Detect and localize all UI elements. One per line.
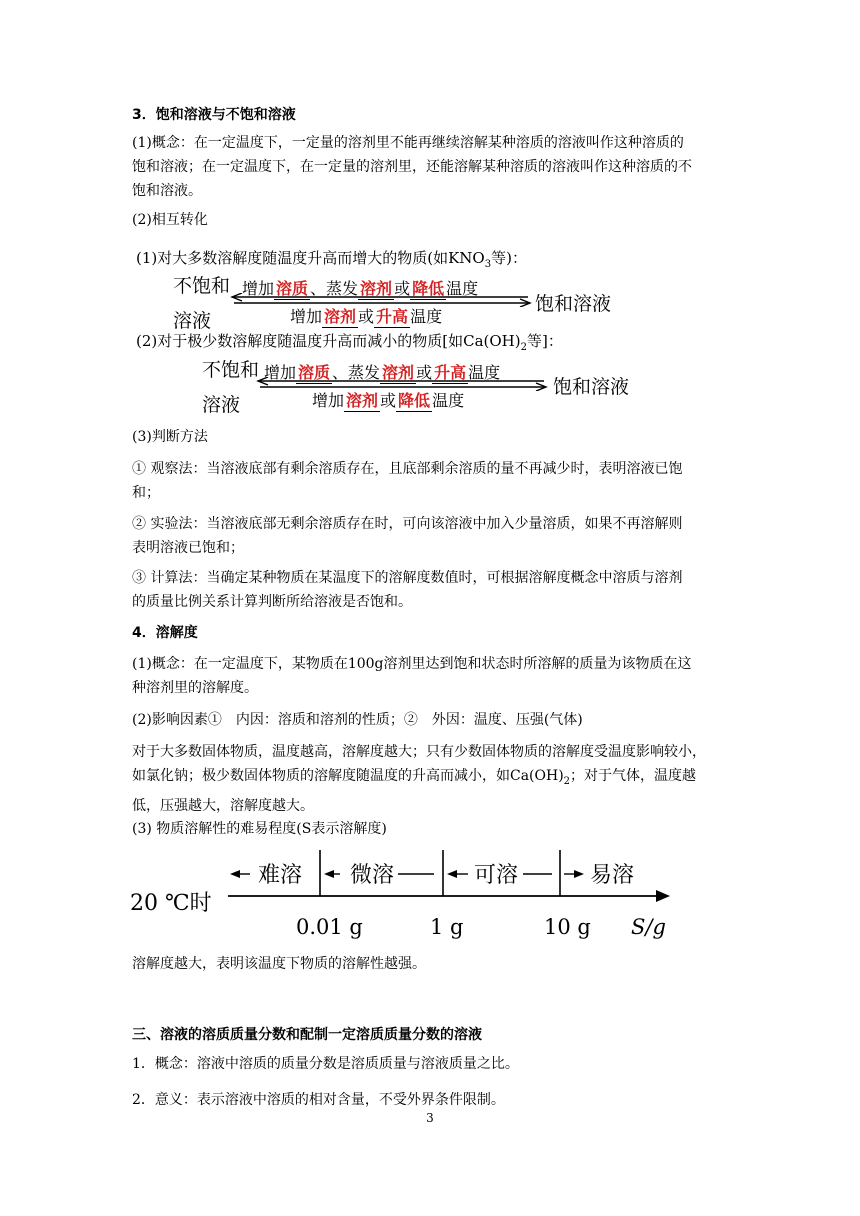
conv1-top-condition: 增加 溶质 、蒸发 溶剂 或 降低 温度 [242, 279, 479, 298]
section-three-item-2: 2．意义：表示溶液中溶质的相对含量，不受外界条件限制。 [132, 1092, 505, 1108]
section4-heading: 4．溶解度 [132, 625, 198, 641]
concept-line: (1)概念：在一定温度下，某物质在100g溶剂里达到饱和状态时所溶解的质量为该物质在这 [132, 656, 692, 672]
scale-zone-1: 微溶 [350, 863, 395, 888]
solubility-degree-label: (3) 物质溶解性的难易程度(S表示溶解度) [132, 821, 387, 837]
method-experiment [132, 512, 732, 560]
scale-zone-3: 易溶 [590, 863, 635, 888]
conv2-top-condition: 增加 溶质 、蒸发 溶剂 或 升高 温度 [264, 363, 501, 382]
paragraph-line: 对于大多数固体物质，温度越高，溶解度越大；只有少数固体物质的溶解度受温度影响较小， [132, 744, 706, 760]
conv2-left-bottom: 溶液 [202, 394, 241, 416]
conv1-bottom-condition: 增加 溶剂 或 升高 温度 [290, 307, 443, 326]
conv1-left-bottom: 溶液 [173, 310, 212, 332]
section4-concept [132, 652, 732, 700]
method-calculation [132, 566, 732, 614]
method-line: ① 观察法：当溶液底部有剩余溶质存在，且底部剩余溶质的量不再减少时，表明溶液已饱 [132, 461, 683, 477]
method-observation [132, 457, 732, 505]
scale-tick-0: 0.01 g [296, 915, 363, 939]
method-line: ③ 计算法：当确定某种物质在某温度下的溶解度数值时，可根据溶解度概念中溶质与溶剂 [132, 570, 683, 586]
conv1-title: (1)对大多数溶解度随温度升高而增大的物质(如$KNO_3$等)： [136, 249, 527, 270]
scale-axis-arrowhead [656, 890, 670, 902]
concept-line: (1)概念：在一定温度下，一定量的溶剂里不能再继续溶解某种溶质的溶液叫作这种溶质的 [132, 135, 684, 151]
scale-tick-2: 10 g [544, 915, 591, 939]
conv2-bottom-condition: 增加 溶剂 或 降低 温度 [312, 391, 465, 410]
concept-line: 饱和溶液；在一定温度下，在一定量的溶剂里，还能溶解某种溶质的溶液叫作这种溶质的不 [132, 159, 692, 175]
section-three-heading: 三、溶液的溶质质量分数和配制一定溶质质量分数的溶液 [132, 1027, 482, 1043]
conv2-right: 饱和溶液 [553, 376, 630, 398]
conv2-title: (2)对于极少数溶解度随温度升高而减小的物质[如$Ca(OH)_2$等]： [136, 332, 563, 353]
scale-axis-label: S/g [631, 915, 666, 939]
scale-zone-0: 难溶 [258, 863, 303, 888]
scale-zone-2: 可溶 [474, 863, 519, 888]
method-line: 和； [132, 485, 160, 501]
conv2-left-top: 不饱和 [202, 359, 260, 381]
influence-factors: (2)影响因素① 内因：溶质和溶剂的性质；② 外因：温度、压强(气体) [132, 712, 583, 728]
section3-concept [132, 131, 732, 203]
judge-label: (3)判断方法 [132, 429, 208, 445]
mutual-conversion-label: (2)相互转化 [132, 212, 208, 228]
scale-temperature: 20 ℃时 [130, 891, 212, 916]
solubility-scale-diagram [128, 840, 676, 946]
scale-tick-1: 1 g [430, 915, 464, 939]
concept-line: 饱和溶液。 [132, 183, 202, 199]
method-line: 表明溶液已饱和； [132, 540, 244, 556]
solubility-conclusion: 溶解度越大，表明该温度下物质的溶解性越强。 [132, 956, 426, 972]
paragraph-line: 低，压强越大，溶解度越大。 [132, 797, 314, 814]
paragraph-line: 如氯化钠；极少数固体物质的溶解度随温度的升高而减小，如$Ca(OH)_2$；对于气体，温度越 [132, 768, 697, 787]
concept-line: 种溶剂里的溶解度。 [132, 680, 258, 696]
section-three-item-1: 1．概念：溶液中溶质的质量分数是溶质质量与溶液质量之比。 [132, 1056, 519, 1072]
method-line: ② 实验法：当溶液底部无剩余溶质存在时，可向该溶液中加入少量溶质，如果不再溶解则 [132, 516, 683, 532]
page-number: 3 [426, 1111, 434, 1125]
conv1-right: 饱和溶液 [535, 293, 612, 315]
section3-heading: 3．饱和溶液与不饱和溶液 [132, 107, 296, 123]
conv1-left-top: 不饱和 [173, 275, 231, 297]
method-line: 的质量比例关系计算判断所给溶液是否饱和。 [132, 594, 412, 610]
solubility-paragraph [132, 740, 732, 818]
